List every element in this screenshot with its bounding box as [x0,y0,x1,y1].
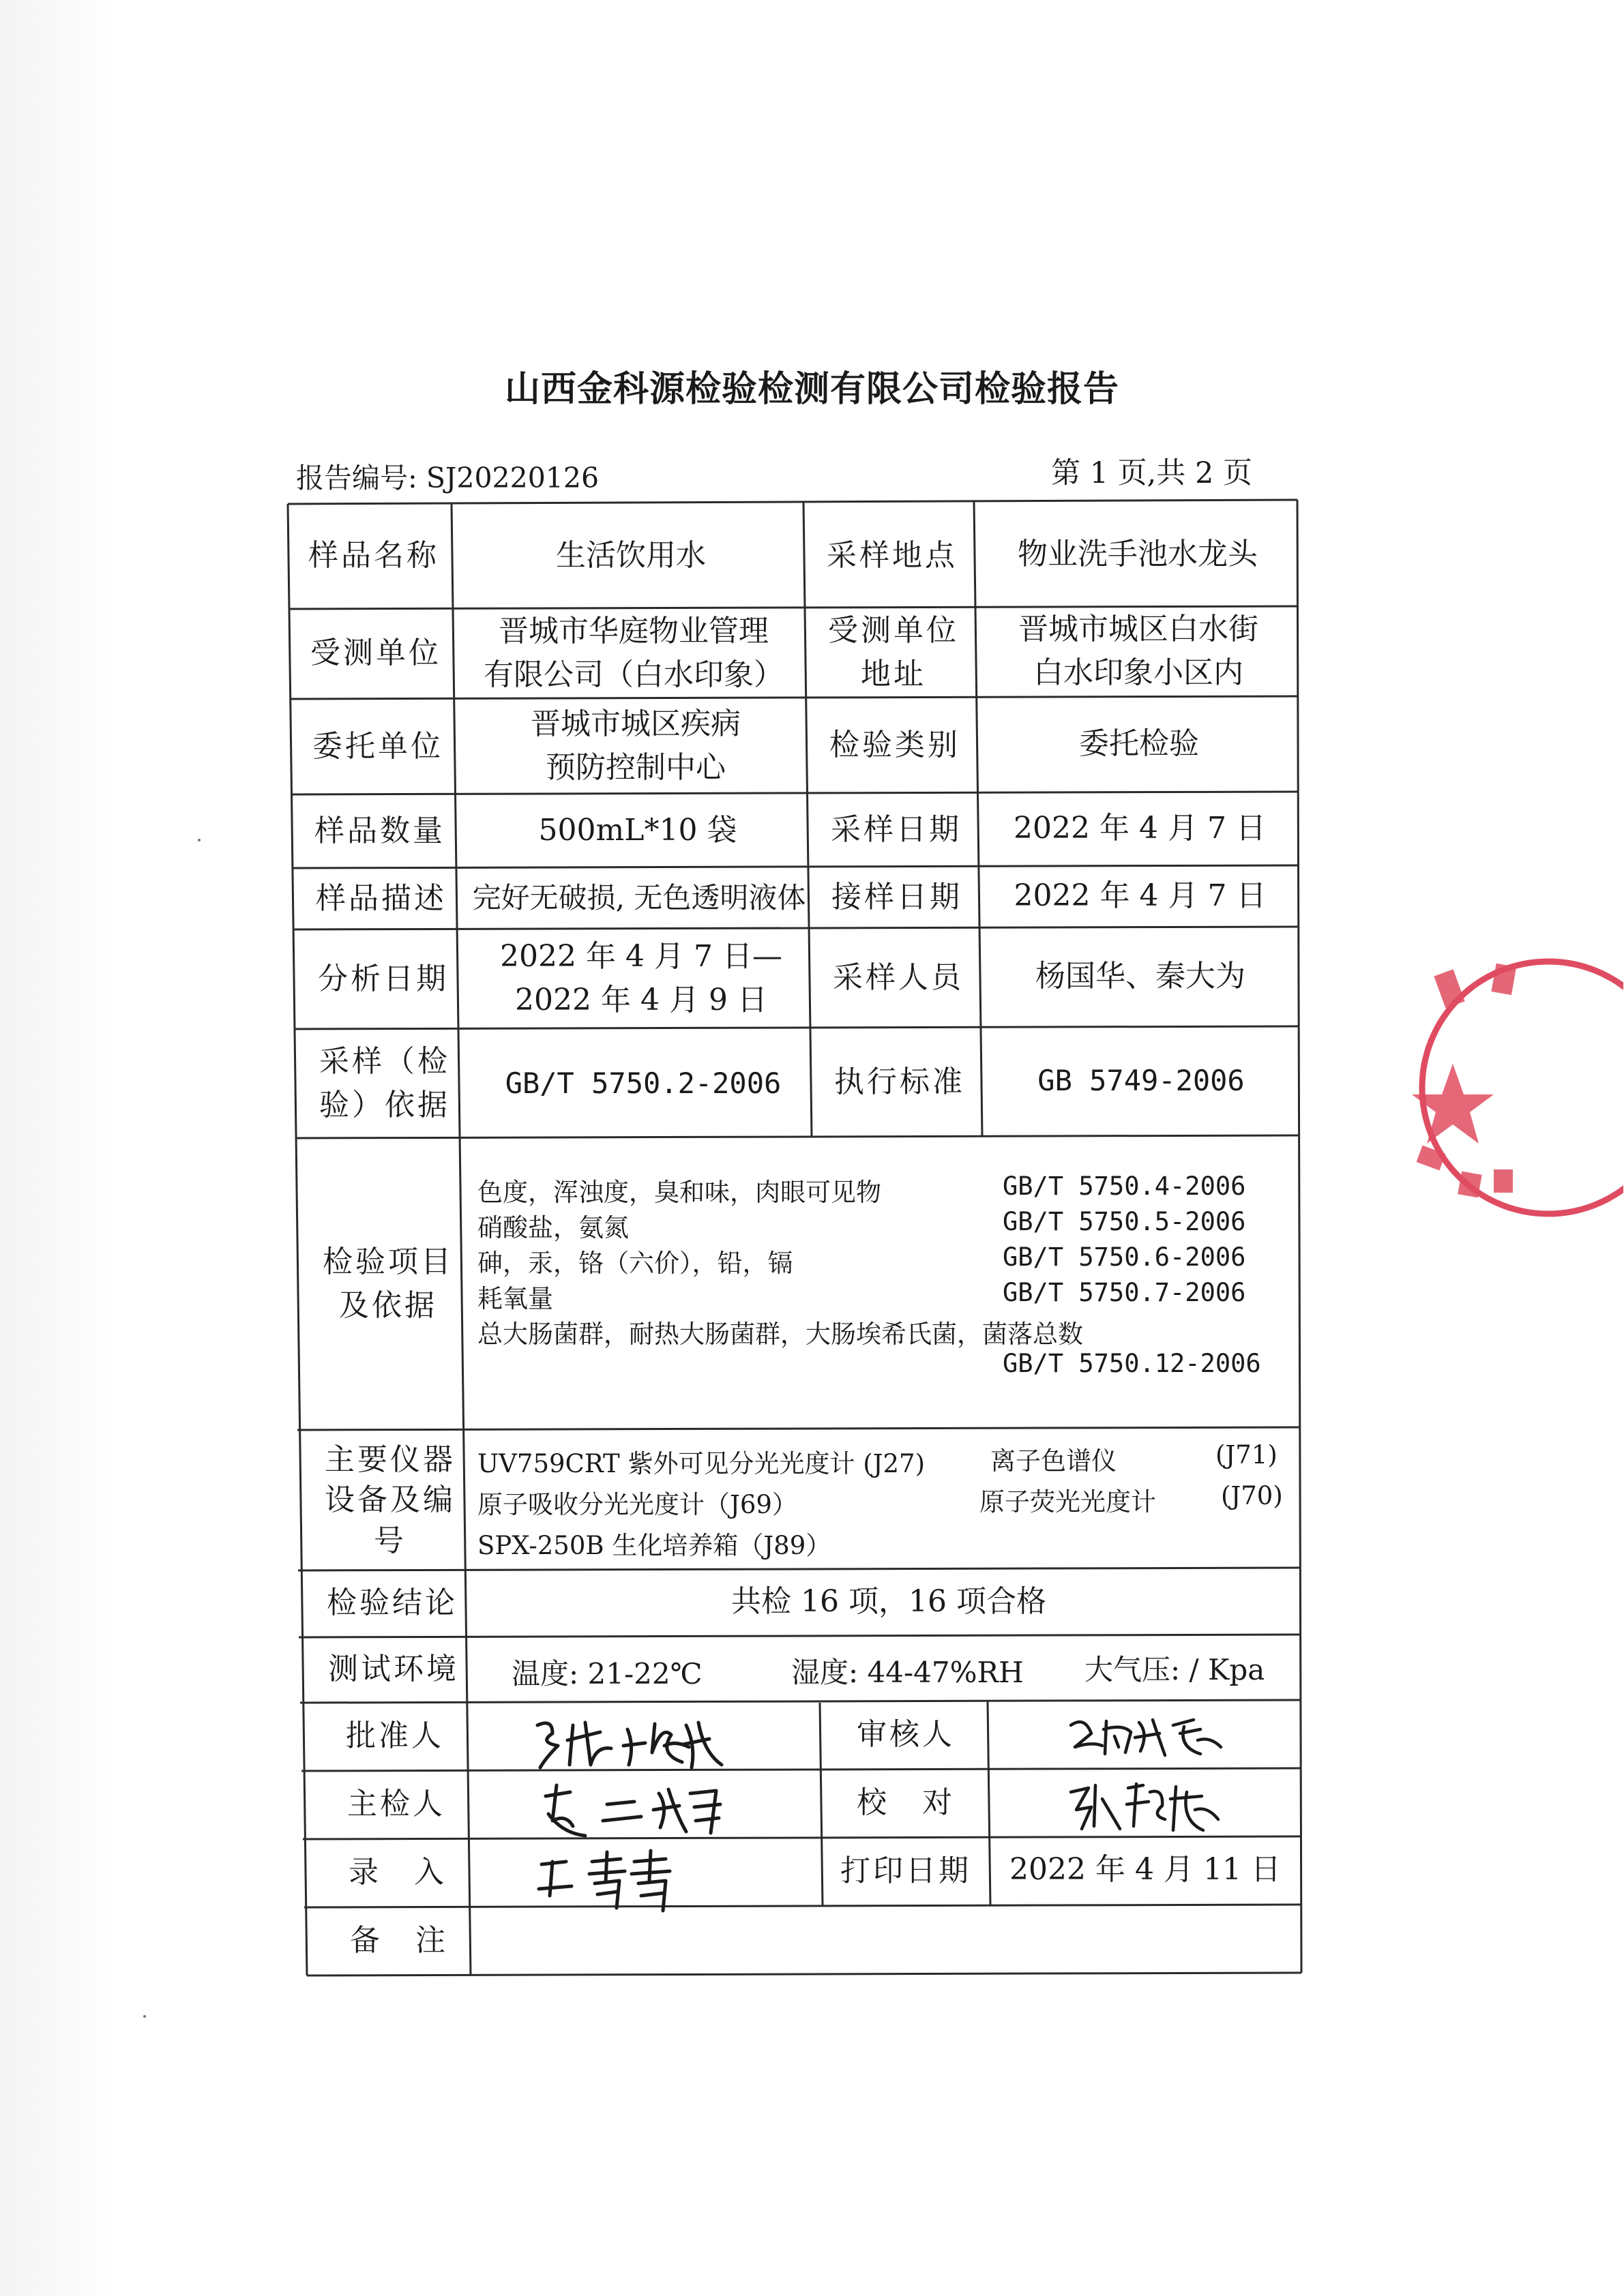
test-item-standard: GB/T 5750.5-2006 [1003,1207,1246,1236]
value-samplers: 杨国华、秦大为 [1035,959,1245,994]
signature-approver [525,1705,730,1773]
instrument-uv-spectrophotometer: UV759CRT 紫外可见分光光度计 (J27) [477,1449,926,1478]
value-tested-unit-address: 晋城市城区白水街 白水印象小区内 [1018,612,1258,690]
value-test-category: 委托检验 [1079,726,1199,762]
instrument-incubator: SPX-250B 生化培养箱（J89） [477,1531,831,1560]
page-info: 第 1 页,共 2 页 [1050,456,1252,490]
label-analysis-date: 分析日期 [318,961,449,997]
signature-inspector [532,1773,737,1841]
instrument-code-j71: (J71) [1215,1440,1278,1470]
label-print-date: 打印日期 [840,1853,971,1889]
env-pressure: 大气压: / Kpa [1084,1653,1265,1686]
label-proofreader: 校 对 [857,1785,955,1821]
label-environment: 测试环境 [328,1652,459,1687]
label-client: 委托单位 [312,729,443,764]
value-analysis-date: 2022 年 4 月 7 日— 2022 年 4 月 9 日 [500,939,782,1017]
label-sample-name: 样品名称 [308,538,439,573]
company-seal [1391,944,1623,1231]
label-inspector: 主检人 [347,1787,445,1822]
value-conclusion: 共检 16 项，16 项合格 [731,1584,1046,1620]
test-item-name: 硝酸盐，氨氮 [477,1213,629,1242]
value-standard: GB 5749-2006 [1037,1063,1245,1097]
test-item-name: 砷，汞，铬（六价），铅，镉 [477,1249,793,1278]
signature-data-entry [532,1841,696,1916]
instrument-atomic-fluorescence: 原子荧光光度计 [979,1487,1156,1517]
label-reviewer: 审核人 [857,1717,955,1753]
label-remarks: 备 注 [350,1923,448,1958]
env-temperature: 温度: 21-22℃ [512,1657,703,1690]
value-sampling-site: 物业洗手池水龙头 [1018,537,1258,572]
label-approver: 批准人 [346,1718,444,1754]
label-data-entry: 录 入 [349,1855,447,1890]
value-sample-name: 生活饮用水 [556,538,706,573]
label-tested-unit-address: 受测单位 地址 [828,613,959,691]
test-item-standard: GB/T 5750.6-2006 [1003,1242,1246,1272]
value-client: 晋城市城区疾病 预防控制中心 [531,706,741,785]
label-tested-unit: 受测单位 [310,636,441,671]
value-print-date: 2022 年 4 月 11 日 [1009,1852,1281,1888]
test-item-name: 色度，浑浊度，臭和味，肉眼可见物 [477,1178,881,1207]
label-samplers: 采样人员 [833,960,964,996]
value-sampling-date: 2022 年 4 月 7 日 [1014,811,1266,846]
label-test-items: 检验项目 及依据 [323,1244,454,1323]
report-title: 山西金科源检验检测有限公司检验报告 [504,369,1119,410]
label-test-category: 检验类别 [829,728,960,763]
instrument-ion-chromatograph: 离子色谱仪 [990,1446,1117,1476]
label-sampling-site: 采样地点 [827,538,958,573]
test-item-standard: GB/T 5750.4-2006 [1003,1172,1246,1201]
signature-reviewer [1064,1706,1228,1765]
label-receipt-date: 接样日期 [831,880,962,915]
value-sample-quantity: 500mL*10 袋 [538,813,737,848]
label-instruments: 主要仪器 设备及编 号 [325,1442,456,1558]
label-conclusion: 检验结论 [327,1585,458,1621]
value-receipt-date: 2022 年 4 月 7 日 [1014,878,1267,914]
test-item-standard: GB/T 5750.7-2006 [1003,1278,1246,1307]
label-sampling-date: 采样日期 [831,812,962,848]
env-humidity: 湿度: 44-47%RH [791,1656,1024,1689]
instrument-atomic-absorption: 原子吸收分光光度计（J69） [477,1490,797,1519]
value-remarks [486,1906,1301,1973]
label-sample-quantity: 样品数量 [314,814,445,849]
label-standard: 执行标准 [834,1064,965,1100]
test-item-name: 耗氧量 [477,1284,553,1313]
test-item-name: 总大肠菌群，耐热大肠菌群，大肠埃希氏菌，菌落总数 [477,1320,1083,1349]
label-sample-description: 样品描述 [316,881,447,916]
instrument-code-j70: (J70) [1221,1481,1283,1510]
value-sample-description: 完好无破损, 无色透明液体 [472,880,806,914]
value-basis: GB/T 5750.2-2006 [505,1066,782,1100]
label-basis: 采样（检 验）依据 [319,1044,450,1122]
value-tested-unit: 晋城市华庭物业管理 有限公司（白水印象） [484,614,784,692]
signature-proofreader [1061,1772,1225,1837]
report-number: 报告编号: SJ20220126 [296,462,600,494]
test-item-standard: GB/T 5750.12-2006 [1003,1349,1261,1378]
